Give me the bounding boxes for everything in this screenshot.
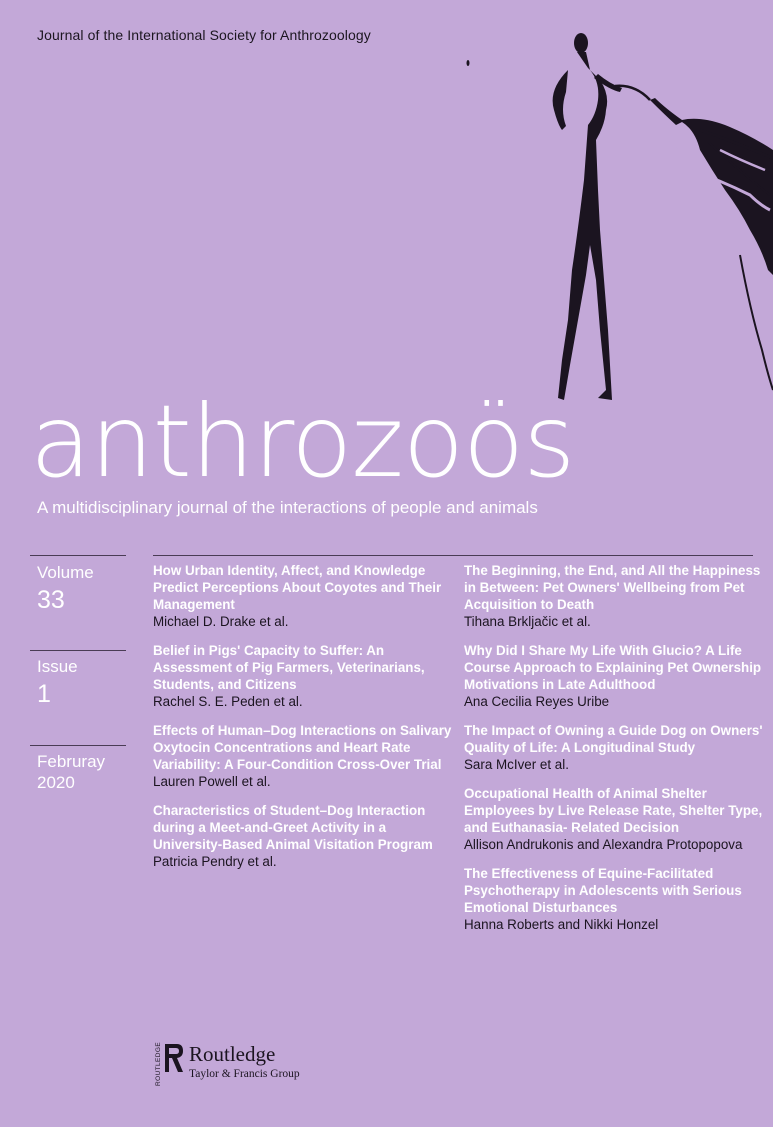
article-title: Belief in Pigs' Capacity to Suffer: An Assessment of Pig Farmers, Veterinarians, Students, and Citizens [153, 643, 425, 692]
article-authors: Rachel S. E. Peden et al. [153, 694, 303, 709]
article-authors: Lauren Powell et al. [153, 774, 271, 789]
article-authors: Sara McIver et al. [464, 757, 569, 772]
publisher-name: Routledge [189, 1042, 276, 1066]
journal-tagline: A multidisciplinary journal of the interactions of people and animals [37, 498, 538, 517]
article-entry [464, 562, 764, 630]
article-authors: Allison Andrukonis and Alexandra Protopopova [464, 837, 743, 852]
article-authors: Ana Cecilia Reyes Uribe [464, 694, 610, 709]
article-title: Characteristics of Student–Dog Interaction during a Meet-and-Greet Activity in a University-Based Animal Visitation Program [153, 803, 433, 852]
contents-left-column [153, 562, 453, 882]
article-entry [464, 865, 764, 933]
publisher-group: Taylor & Francis Group [189, 1068, 300, 1080]
article-entry [464, 785, 764, 853]
article-title: The Effectiveness of Equine-Facilitated Psychotherapy in Adolescents with Serious Emotional Disturbances [464, 866, 742, 915]
article-entry [153, 642, 453, 710]
rock-art-illustration-icon [450, 30, 773, 415]
article-title: Effects of Human–Dog Interactions on Salivary Oxytocin Concentrations and Heart Rate Variability: A Four-Condition Cross-Over Trial [153, 723, 452, 772]
article-entry [464, 722, 764, 773]
volume-label: Volume [37, 563, 94, 582]
journal-title: anthrozoös [30, 383, 575, 500]
article-title: Occupational Health of Animal Shelter Employees by Live Release Rate, Shelter Type, and Euthanasia- Related Decision [464, 786, 763, 835]
article-authors: Michael D. Drake et al. [153, 614, 289, 629]
society-line: Journal of the International Society for Anthrozoology [37, 27, 371, 43]
divider-rule [30, 650, 126, 651]
divider-rule [153, 555, 753, 556]
article-authors: Tihana Brkljačic et al. [464, 614, 591, 629]
article-title: The Impact of Owning a Guide Dog on Owners' Quality of Life: A Longitudinal Study [464, 723, 763, 755]
article-title: How Urban Identity, Affect, and Knowledge Predict Perceptions About Coyotes and Their Management [153, 563, 442, 612]
article-authors: Hanna Roberts and Nikki Honzel [464, 917, 659, 932]
article-entry [153, 562, 453, 630]
article-entry [153, 722, 453, 790]
divider-rule [30, 555, 126, 556]
contents-right-column [464, 562, 764, 945]
issue-number: 1 [37, 680, 51, 708]
divider-rule [30, 745, 126, 746]
article-entry [464, 642, 764, 710]
article-title: Why Did I Share My Life With Glucio? A Life Course Approach to Explaining Pet Ownership Motivations in Late Adulthood [464, 643, 762, 692]
issue-label: Issue [37, 657, 78, 676]
article-title: The Beginning, the End, and All the Happiness in Between: Pet Owners' Wellbeing from Pet Acquisition to Death [464, 563, 761, 612]
routledge-r-logo-icon [153, 1040, 183, 1086]
volume-number: 33 [37, 586, 65, 614]
article-authors: Patricia Pendry et al. [153, 854, 277, 869]
article-entry [153, 802, 453, 870]
svg-text:ROUTLEDGE: ROUTLEDGE [155, 1041, 162, 1086]
issue-date: Februray 2020 [37, 752, 106, 792]
